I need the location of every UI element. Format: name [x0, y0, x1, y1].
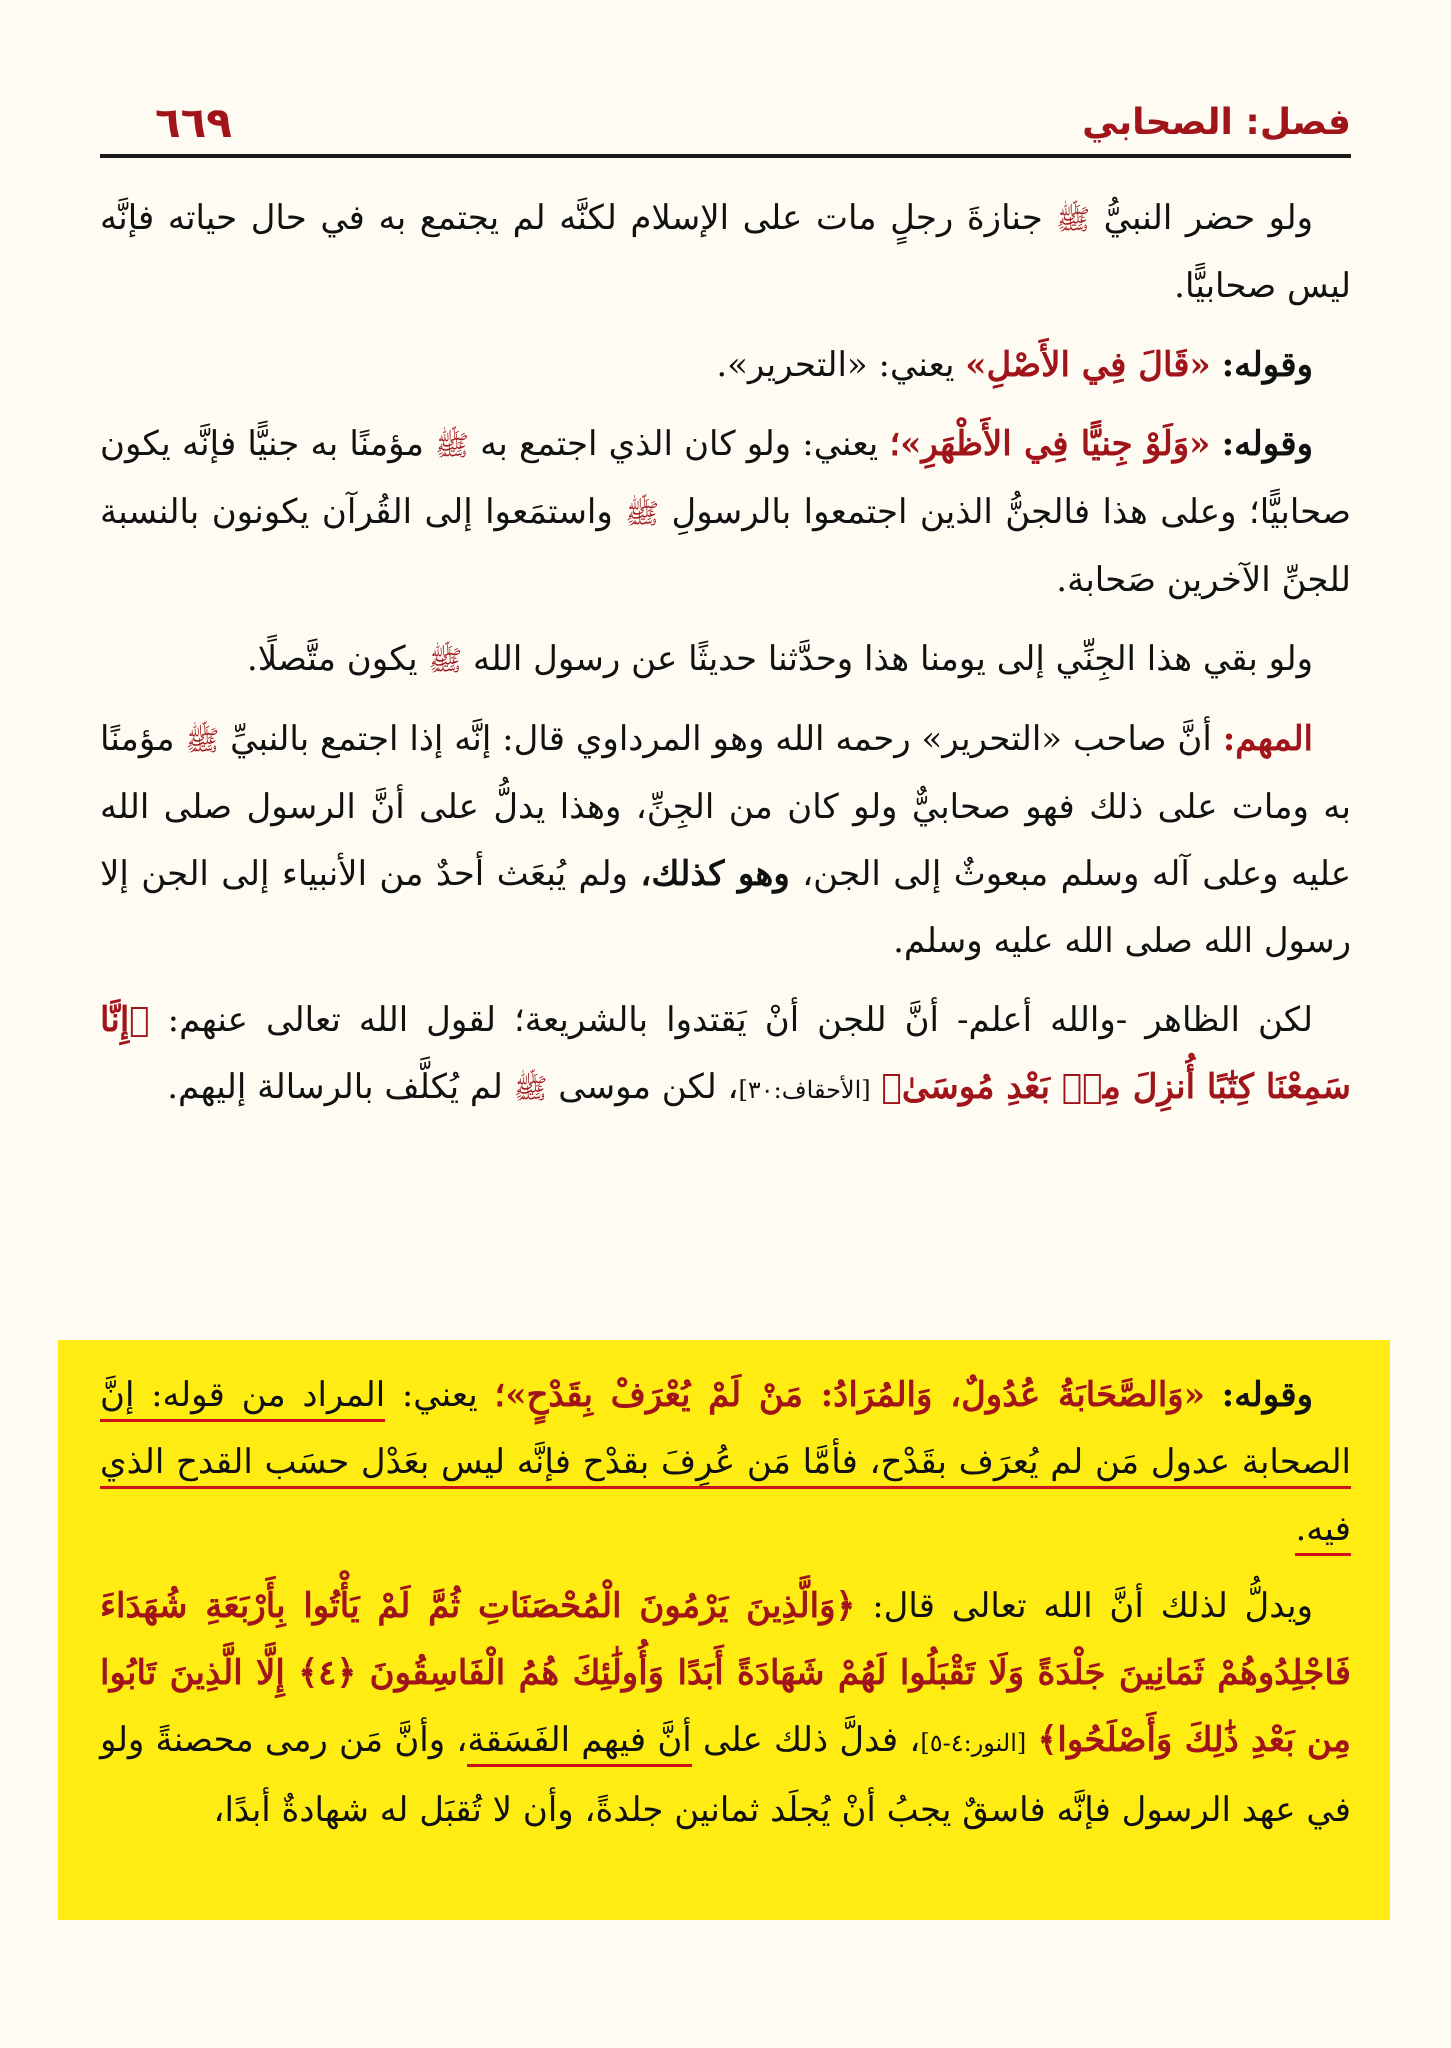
- lead-word: وقوله:: [1221, 345, 1313, 385]
- paragraph-text: ولو حضر النبيُّ: [1103, 198, 1313, 238]
- paragraph-text: لكن الظاهر -والله أعلم- أنَّ للجن أنْ يَقتدوا بالشريعة؛ لقول الله تعالى عنهم:: [167, 1000, 1314, 1040]
- salutation-glyph: ﷺ: [1056, 203, 1091, 236]
- verse-reference: [النور:٤-٥]: [920, 1729, 1027, 1757]
- paragraph-text: ولم يُبعَث أحدٌ من الأنبياء إلى الجن إلا رسول الله صلى الله عليه وسلم.: [100, 854, 1351, 961]
- paragraph-text: ويدلُّ لذلك أنَّ الله تعالى قال:: [872, 1586, 1313, 1626]
- page-number: ٦٦٩: [155, 98, 232, 147]
- paragraph-8: [100, 1573, 1351, 1844]
- salutation-glyph: ﷺ: [428, 644, 463, 677]
- paragraph-text: ، وأنَّ مَن رمى محصنةً ولو في عهد الرسول فإنَّه فاسقٌ يجبُ أنْ يُجلَد ثمانين جلدةً، وأن لا تُقبَل له شهادةٌ أبدًا،: [100, 1720, 1351, 1830]
- emphasis-text: وهو كذلك،: [640, 854, 790, 894]
- paragraph-text: يعني:: [401, 1375, 478, 1415]
- paragraph-text: يكون متَّصلًا.: [246, 639, 418, 679]
- highlighted-text: [100, 1362, 1351, 1854]
- page-header: [100, 96, 1351, 158]
- matn-quote: «قَالَ فِي الأَصْلِ»: [965, 345, 1211, 385]
- paragraph-text: ، لكن موسى: [558, 1067, 739, 1107]
- underlined-text: المراد من قوله: إنَّ الصحابة عدول مَن لم يُعرَف بقَدْح، فأمَّا مَن عُرِفَ بقدْح فإنَّه ليس بعَدْل حسَب القدح الذي فيه.: [100, 1375, 1351, 1556]
- paragraph-2: [100, 332, 1351, 399]
- verse-reference: [الأحقاف:٣٠]: [738, 1076, 871, 1104]
- paragraph-text: يعني: «التحرير».: [716, 345, 955, 385]
- paragraph-text: مؤمنًا به ومات على ذلك فهو صحابيٌّ ولو كان من الجِنِّ، وهذا يدلُّ على أنَّ الرسول صلى الله عليه وعلى آله وسلم مبعوثٌ إلى الجن،: [100, 719, 1351, 894]
- salutation-glyph: ﷺ: [185, 724, 220, 757]
- underlined-text: أنَّ فيهم الفَسَقة: [467, 1720, 691, 1767]
- paragraph-text: أنَّ صاحب «التحرير» رحمه الله وهو المرداوي قال: إنَّه إذا اجتمع بالنبيِّ: [230, 719, 1212, 759]
- section-title: فصل: الصحابي: [1082, 102, 1351, 143]
- paragraph-text: يعني: ولو كان الذي اجتمع به: [480, 424, 879, 464]
- quran-verse: ﴿إِنَّا سَمِعْنَا كِتَٰبًا أُنزِلَ مِنۢ بَعْدِ مُوسَىٰ﴾: [100, 1000, 1351, 1107]
- body-text: [100, 185, 1351, 1136]
- quran-verse: ﴿وَالَّذِينَ يَرْمُونَ الْمُحْصَنَاتِ ثُمَّ لَمْ يَأْتُوا بِأَرْبَعَةِ شُهَدَاءَ فَاجْلِدُوهُمْ ثَمَانِينَ جَلْدَةً وَلَا تَقْبَلُوا لَهُمْ شَهَادَةً أَبَدًا وَأُولَٰئِكَ هُمُ الْفَاسِقُونَ ﴿٤﴾ إِلَّا الَّذِينَ تَابُوا مِن بَعْدِ ذَٰلِكَ وَأَصْلَحُوا﴾: [100, 1586, 1351, 1760]
- paragraph-text: ولو بقي هذا الجِنِّي إلى يومنا هذا وحدَّثنا حديثًا عن رسول الله: [473, 639, 1313, 679]
- paragraph-text: لم يُكلَّف بالرسالة إليهم.: [167, 1067, 503, 1107]
- salutation-glyph: ﷺ: [435, 429, 469, 462]
- lead-word: وقوله:: [1221, 1375, 1314, 1415]
- paragraph-text: ، فدلَّ ذلك على: [702, 1720, 921, 1760]
- paragraph-text: مؤمنًا به جنيًّا فإنَّه يكون صحابيًّا؛ وعلى هذا فالجنُّ الذين اجتمعوا بالرسولِ: [100, 424, 1351, 532]
- paragraph-1: [100, 185, 1351, 320]
- paragraph-text: واستمَعوا إلى القُرآن يكونون بالنسبة للجنِّ الآخرين صَحابة.: [100, 492, 1351, 600]
- paragraph-7: [100, 1362, 1351, 1563]
- lead-word: وقوله:: [1221, 424, 1313, 464]
- salutation-glyph: ﷺ: [513, 1072, 548, 1105]
- matn-quote: «وَالصَّحَابَةُ عُدُولٌ، وَالمُرَادُ: مَنْ لَمْ يُعْرَفْ بِقَدْحٍ»؛: [494, 1375, 1205, 1415]
- paragraph-3: [100, 411, 1351, 614]
- paragraph-4: [100, 626, 1351, 694]
- salutation-glyph: ﷺ: [625, 497, 660, 530]
- lead-word: المهم:: [1222, 719, 1313, 759]
- paragraph-6: [100, 987, 1351, 1124]
- paragraph-text: جنازةَ رجلٍ مات على الإسلام لكنَّه لم يجتمع به في حال حياته فإنَّه ليس صحابيًّا.: [100, 198, 1351, 306]
- matn-quote: «وَلَوْ جِنيًّا فِي الأَظْهَرِ»؛: [889, 424, 1211, 464]
- paragraph-5: [100, 706, 1351, 975]
